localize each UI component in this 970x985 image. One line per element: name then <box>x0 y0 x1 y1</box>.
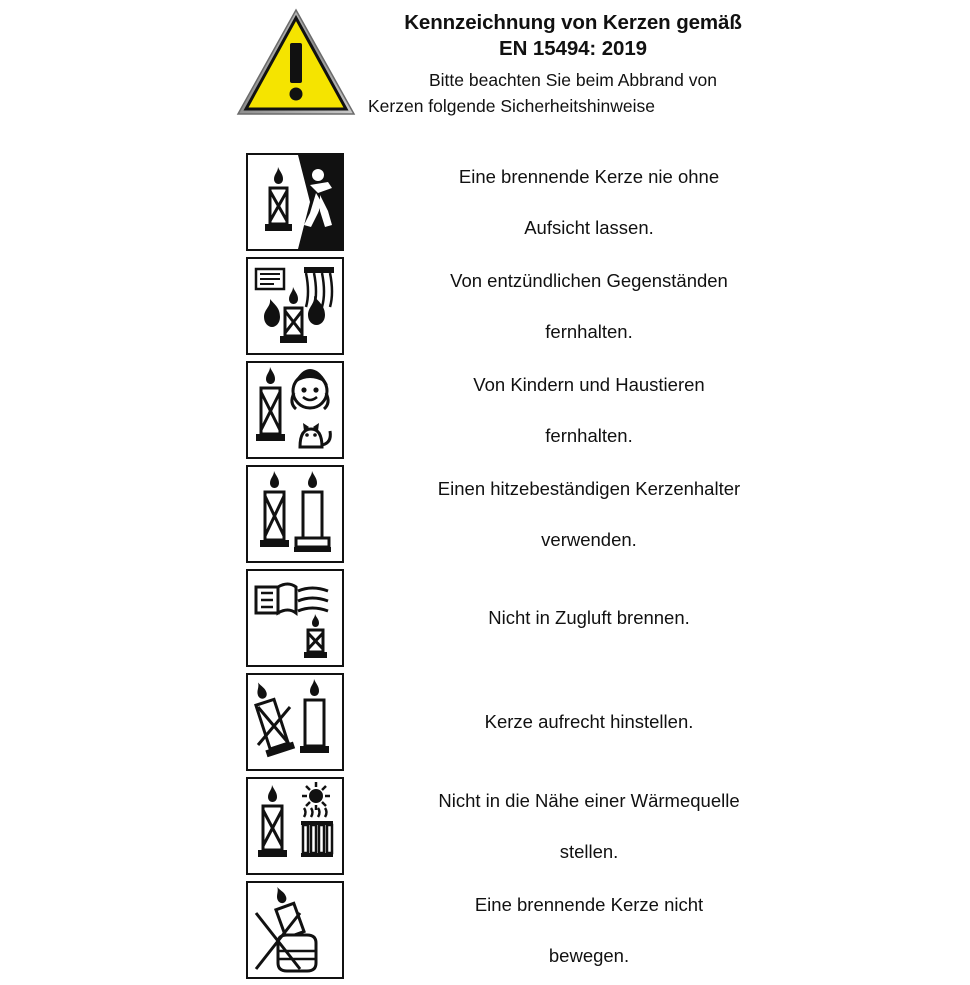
list-item-text-line2: fernhalten. <box>545 424 633 446</box>
list-item-text <box>344 361 970 459</box>
list-item-text-line1: Eine brennende Kerze nicht <box>474 893 704 915</box>
list-item-text <box>344 465 970 563</box>
list-item-text-line1: Von Kindern und Haustieren <box>473 373 705 395</box>
no-draught-icon <box>246 569 344 667</box>
list-item <box>0 361 970 465</box>
page-title <box>366 10 780 62</box>
do-not-move-icon <box>246 881 344 979</box>
list-item-text-line1: Eine brennende Kerze nie ohne <box>458 165 720 187</box>
list-item-text-line2: verwenden. <box>541 528 637 550</box>
list-item-text-line2: bewegen. <box>548 944 630 966</box>
list-item-text <box>344 673 970 771</box>
safety-instruction-list <box>0 153 970 985</box>
list-item-text <box>344 777 970 875</box>
page-subtitle <box>366 68 780 119</box>
warning-triangle-icon <box>232 4 360 118</box>
page-subtitle-line2: Kerzen folgende Sicherheitshinweise <box>368 95 655 116</box>
list-item-text-line1: Einen hitzebeständigen Kerzenhalter <box>437 477 741 499</box>
heat-resistant-holder-icon <box>246 465 344 563</box>
list-item <box>0 673 970 777</box>
heat-source-icon <box>246 777 344 875</box>
flammable-objects-icon <box>246 257 344 355</box>
list-item-text-line1: Kerze aufrecht hinstellen. <box>484 711 694 733</box>
list-item-text-line2: Aufsicht lassen. <box>524 216 654 238</box>
list-item-text <box>344 569 970 667</box>
page-subtitle-line1: Bitte beachten Sie beim Abbrand von <box>429 70 717 91</box>
list-item-text-line2: stellen. <box>559 840 619 862</box>
header-text-block <box>360 4 780 119</box>
list-item-text <box>344 881 970 979</box>
list-item-text-line1: Nicht in die Nähe einer Wärmequelle <box>438 789 740 811</box>
page-title-line1: Kennzeichnung von Kerzen gemäß <box>404 11 742 34</box>
header <box>0 0 970 119</box>
list-item-text-line2: fernhalten. <box>545 320 633 342</box>
list-item-text-line1: Nicht in Zugluft brennen. <box>488 607 690 629</box>
list-item <box>0 777 970 881</box>
list-item <box>0 881 970 985</box>
candle-unattended-icon <box>246 153 344 251</box>
list-item-text <box>344 153 970 251</box>
list-item <box>0 257 970 361</box>
list-item-text-line1: Von entzündlichen Gegenständen <box>450 269 728 291</box>
list-item <box>0 153 970 257</box>
list-item <box>0 465 970 569</box>
upright-candle-icon <box>246 673 344 771</box>
page-title-line2: EN 15494: 2019 <box>499 37 647 61</box>
children-pets-icon <box>246 361 344 459</box>
list-item-text <box>344 257 970 355</box>
list-item <box>0 569 970 673</box>
